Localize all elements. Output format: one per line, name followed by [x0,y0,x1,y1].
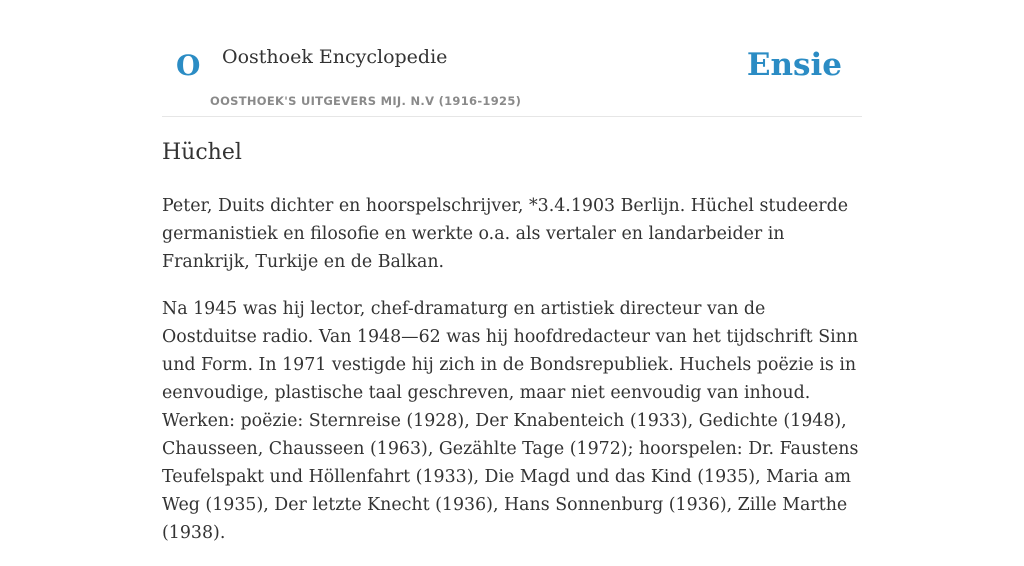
ensie-logo-link[interactable]: Ensie [746,47,842,83]
article-paragraph: Peter, Duits dichter en hoorspelschrijver, *3.4.1903 Berlijn. Hüchel studeerde germanistiek en filosofie en werkte o.a. als vertaler en landarbeider in Frankrijk, Turkije en de Balkan. [162,196,849,272]
article-title: Hüchel [162,140,242,165]
encyclopedia-title[interactable]: Oosthoek Encyclopedie [222,46,448,68]
site-header [162,0,862,117]
publisher-subtitle: OOSTHOEK'S UITGEVERS MIJ. N.V (1916-1925) [210,94,522,108]
article-body [162,192,862,566]
encyclopedia-logo-icon[interactable]: O [176,49,201,82]
page [162,0,862,543]
article-paragraph: Na 1945 was hij lector, chef-dramaturg en artistiek directeur van de Oostduitse radio. Van 1948—62 was hij hoofdredacteur van het tijdschrift Sinn und Form. In 1971 vestigde hij zich in de Bondsrepubliek. Huchels poëzie is in eenvoudige, plastische taal geschreven, maar niet eenvoudig van inhoud. Werken: poëzie: Sternreise (1928), Der Knabenteich (1933), Gedichte (1948), Chausseen, Chausseen (1963), Gezählte Tage (1972); hoorspelen: Dr. Faustens Teufelspakt und Höllenfahrt (1933), Die Magd und das Kind (1935), Maria am Weg (1935), Der letzte Knecht (1936), Hans Sonnenburg (1936), Zille Marthe (1938). [162,299,859,543]
